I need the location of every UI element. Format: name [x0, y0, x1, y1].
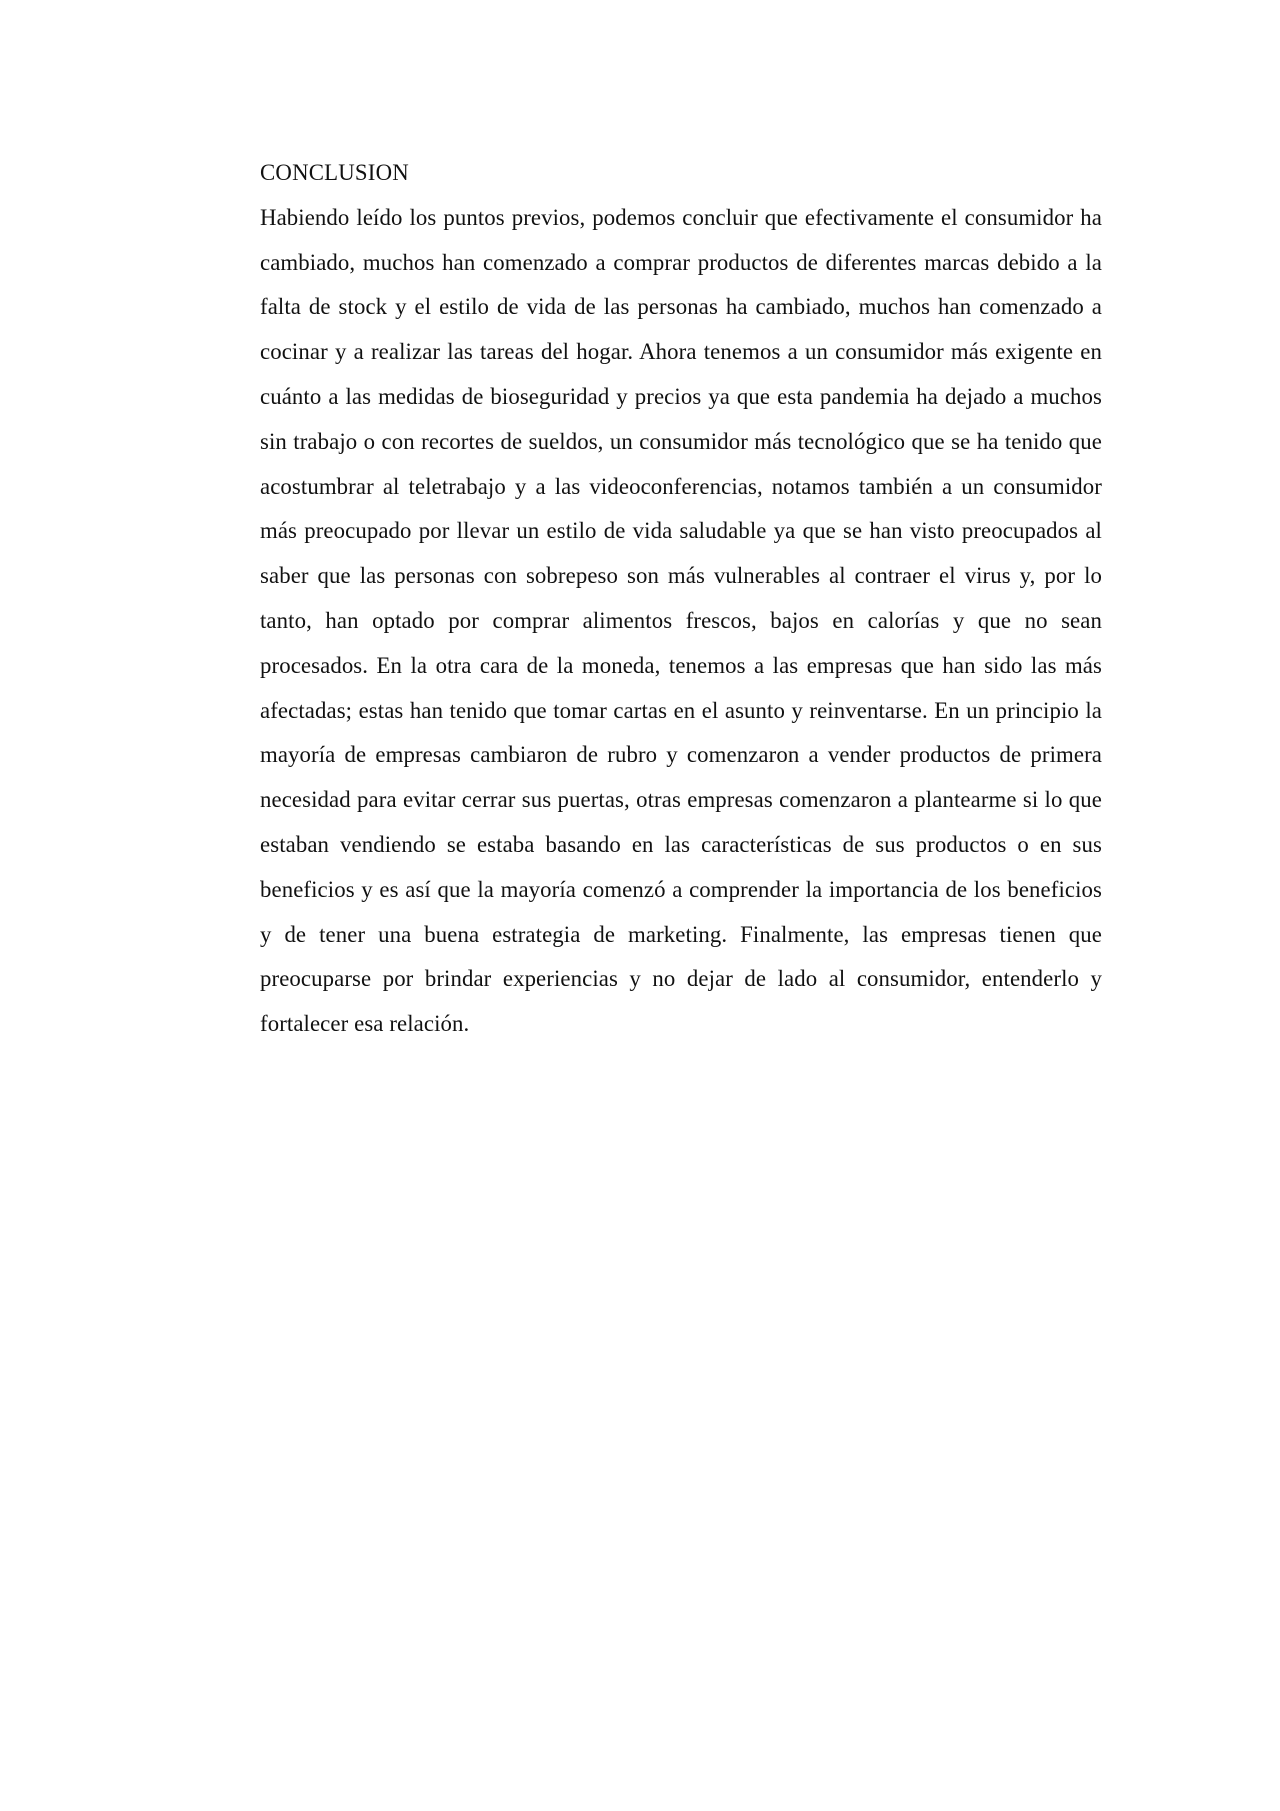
conclusion-paragraph: Habiendo leído los puntos previos, podemos concluir que efectivamente el consumidor ha cambiado, muchos han comenzado a comprar productos de diferentes marcas debido a la falta de stock y el estilo de vida de las personas ha cambiado, muchos han comenzado a cocinar y a realizar las tareas del hogar. Ahora tenemos a un consumidor más exigente en cuánto a las medidas de bioseguridad y precios ya que esta pandemia ha dejado a muchos sin trabajo o con recortes de sueldos, un consumidor más tecnológico que se ha tenido que acostumbrar al teletrabajo y a las videoconferencias, notamos también a un consumidor más preocupado por llevar un estilo de vida saludable ya que se han visto preocupados al saber que las personas con sobrepeso son más vulnerables al contraer el virus y, por lo tanto, han optado por comprar alimentos frescos, bajos en calorías y que no sean procesados. En la otra cara de la moneda, tenemos a las empresas que han sido las más afectadas; estas han tenido que tomar cartas en el asunto y reinventarse. En un principio la mayoría de empresas cambiaron de rubro y comenzaron a vender productos de primera necesidad para evitar cerrar sus puertas, otras empresas comenzaron a plantearme si lo que estaban vendiendo se estaba basando en las características de sus productos o en sus beneficios y es así que la mayoría comenzó a comprender la importancia de los beneficios y de tener una buena estrategia de marketing. Finalmente, las empresas tienen que preocuparse por brindar experiencias y no dejar de lado al consumidor, entenderlo y fortalecer esa relación.	[260, 204, 1102, 1037]
section-heading: CONCLUSION	[260, 160, 409, 185]
document-content	[260, 151, 1102, 1047]
